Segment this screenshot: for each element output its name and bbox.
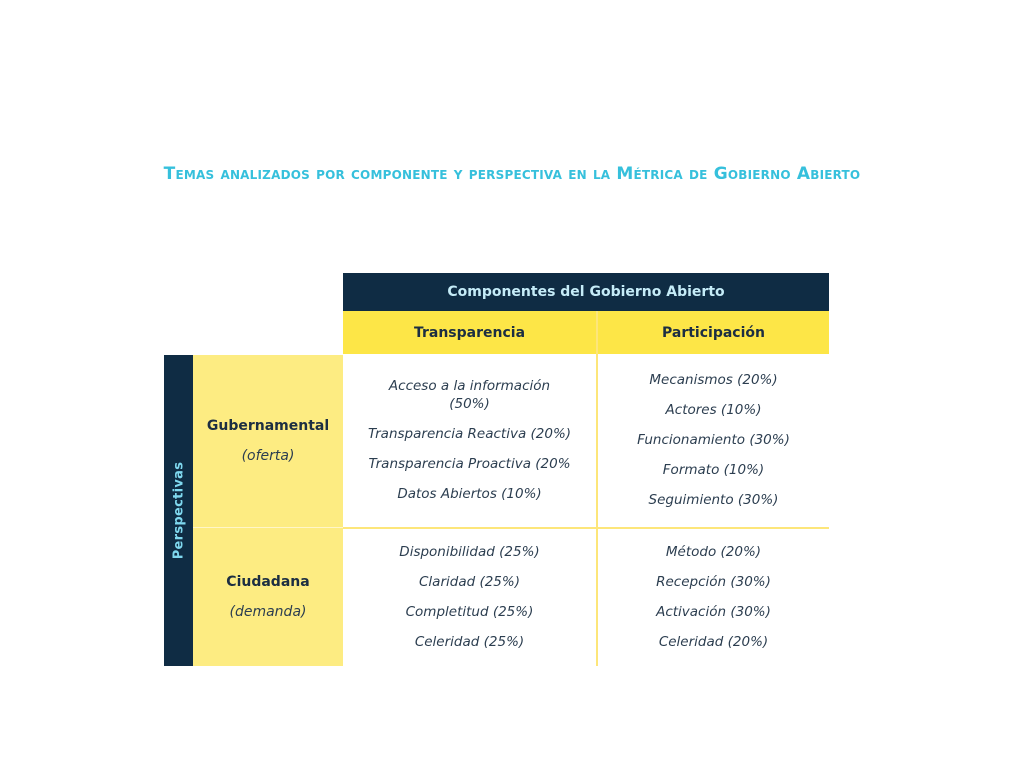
cell-item: Completitud (25%): [405, 604, 534, 620]
cell-item: Transparencia Reactiva (20%): [367, 426, 572, 442]
cell-item: Actores (10%): [665, 402, 762, 418]
cell-item: Recepción (30%): [656, 574, 771, 590]
row-divider: [193, 527, 343, 528]
cell-item: Disponibilidad (25%): [399, 544, 540, 560]
row-label-name: Ciudadana: [226, 574, 310, 590]
cell-item: Método (20%): [665, 544, 762, 560]
row-label-ciudadana: [193, 528, 343, 666]
cell-item: Celeridad (20%): [658, 634, 769, 650]
components-header: [343, 273, 829, 311]
column-header-participacion: [598, 311, 829, 354]
page-title: Temas analizados por componente y perspectiva en la Métrica de Gobierno Abierto: [163, 164, 861, 184]
row-divider: [343, 527, 829, 529]
perspectives-label: Perspectivas: [171, 461, 187, 560]
cell-gubernamental-participacion: [598, 365, 829, 515]
components-header-label: Componentes del Gobierno Abierto: [447, 284, 725, 300]
cell-item: Formato (10%): [662, 462, 765, 478]
cell-item: Mecanismos (20%): [649, 372, 778, 388]
cell-ciudadana-transparencia: [343, 538, 596, 656]
cell-ciudadana-participacion: [598, 538, 829, 656]
row-label-sub: (oferta): [241, 448, 295, 464]
cell-item: Transparencia Proactiva (20%: [368, 456, 571, 472]
column-header-label: Transparencia: [413, 324, 526, 341]
column-header-transparencia: [343, 311, 596, 354]
row-label-sub: (demanda): [229, 604, 307, 620]
cell-item: Claridad (25%): [419, 574, 520, 590]
cell-item: Funcionamiento (30%): [637, 432, 790, 448]
cell-item: Celeridad (25%): [414, 634, 525, 650]
cell-item: Activación (30%): [656, 604, 771, 620]
perspectives-sidebar: [164, 355, 193, 666]
cell-item: Datos Abiertos (10%): [397, 486, 542, 502]
cell-item: Acceso a la información (50%): [388, 378, 551, 412]
cell-item: Seguimiento (30%): [648, 492, 779, 508]
cell-gubernamental-transparencia: [343, 365, 596, 515]
row-label-gubernamental: [193, 355, 343, 527]
column-header-label: Participación: [662, 324, 765, 341]
row-label-name: Gubernamental: [206, 418, 330, 434]
